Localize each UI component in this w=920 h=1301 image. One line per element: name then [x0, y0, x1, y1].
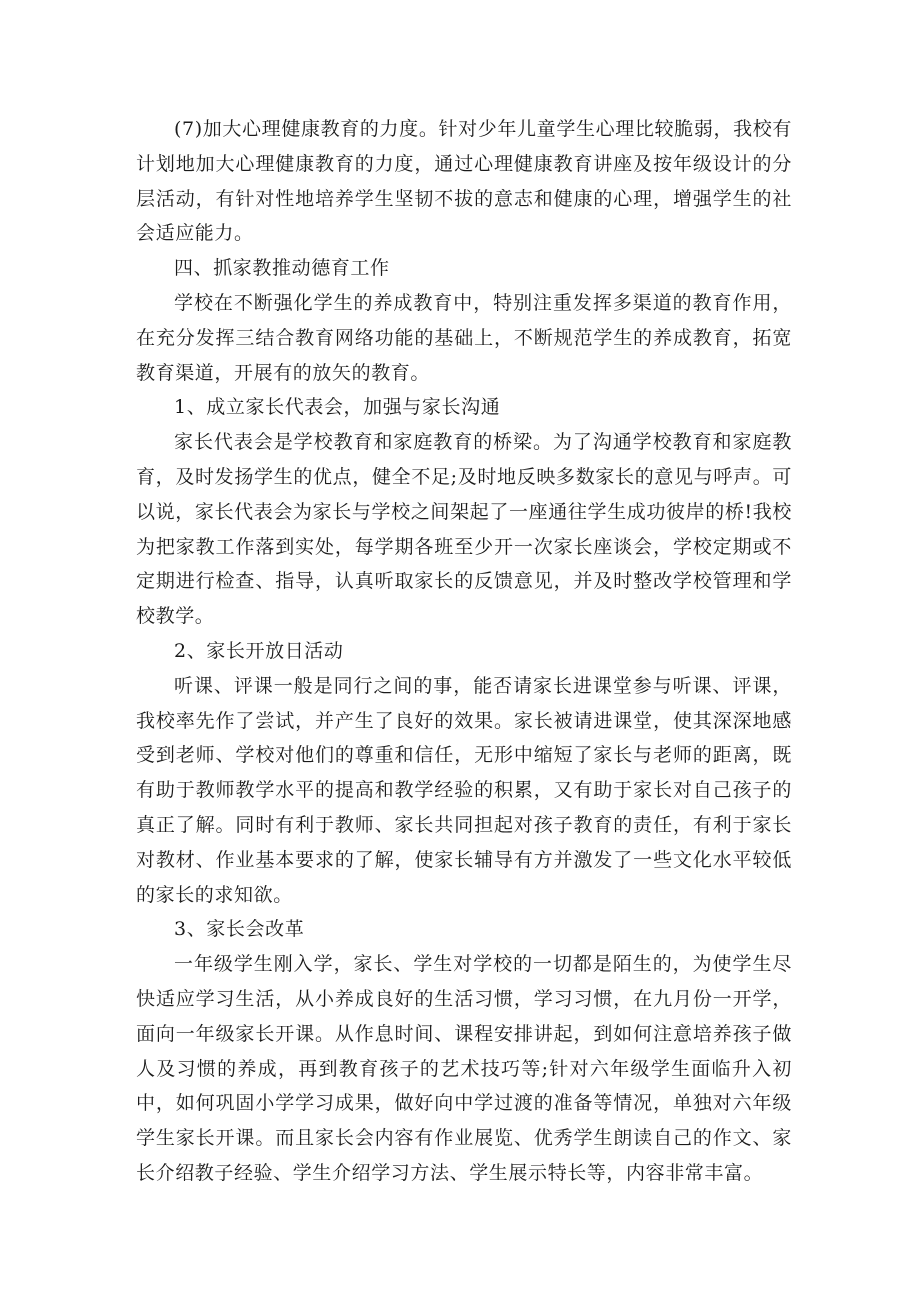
subheading-parent-committee: 1、成立家长代表会，加强与家长沟通	[174, 396, 501, 419]
paragraph-psychological-health: (7)加大心理健康教育的力度。针对少年儿童学生心理比较脆弱，我校有计划地加大心理健康教育的力度，通过心理健康教育讲座及按年级设计的分层活动，有针对性地培养学生坚韧不拔的意志和健康的心理，增强学生的社会适应能力。	[136, 118, 792, 245]
document-page	[136, 112, 792, 1191]
subheading-open-day: 2、家长开放日活动	[174, 639, 344, 662]
section-heading-home-education: 四、抓家教推动德育工作	[174, 257, 390, 280]
paragraph-home-education-intro: 学校在不断强化学生的养成教育中，特别注重发挥多渠道的教育作用，在充分发挥三结合教育网络功能的基础上，不断规范学生的养成教育，拓宽教育渠道，开展有的放矢的教育。	[136, 291, 792, 384]
paragraph-parent-committee: 家长代表会是学校教育和家庭教育的桥梁。为了沟通学校教育和家庭教育，及时发扬学生的优点，健全不足;及时地反映多数家长的意见与呼声。可以说，家长代表会为家长与学校之间架起了一座通往学生成功彼岸的桥!我校为把家教工作落到实处，每学期各班至少开一次家长座谈会，学校定期或不定期进行检查、指导，认真听取家长的反馈意见，并及时整改学校管理和学校教学。	[136, 431, 792, 628]
paragraph-open-day: 听课、评课一般是同行之间的事，能否请家长进课堂参与听课、评课，我校率先作了尝试，并产生了良好的效果。家长被请进课堂，使其深深地感受到老师、学校对他们的尊重和信任，无形中缩短了家长与老师的距离，既有助于教师教学水平的提高和教学经验的积累，又有助于家长对自己孩子的真正了解。同时有利于教师、家长共同担起对孩子教育的责任，有利于家长对教材、作业基本要求的了解，使家长辅导有方并激发了一些文化水平较低的家长的求知欲。	[136, 674, 792, 906]
paragraph-parent-meeting-reform: 一年级学生刚入学，家长、学生对学校的一切都是陌生的，为使学生尽快适应学习生活，从小养成良好的生活习惯，学习习惯，在九月份一开学，面向一年级家长开课。从作息时间、课程安排讲起，到如何注意培养孩子做人及习惯的养成，再到教育孩子的艺术技巧等;针对六年级学生面临升入初中，如何巩固小学学习成果，做好向中学过渡的准备等情况，单独对六年级学生家长开课。而且家长会内容有作业展览、优秀学生朗读自己的作文、家长介绍教子经验、学生介绍学习方法、学生展示特长等，内容非常丰富。	[136, 953, 792, 1184]
subheading-parent-meeting-reform: 3、家长会改革	[174, 918, 305, 941]
